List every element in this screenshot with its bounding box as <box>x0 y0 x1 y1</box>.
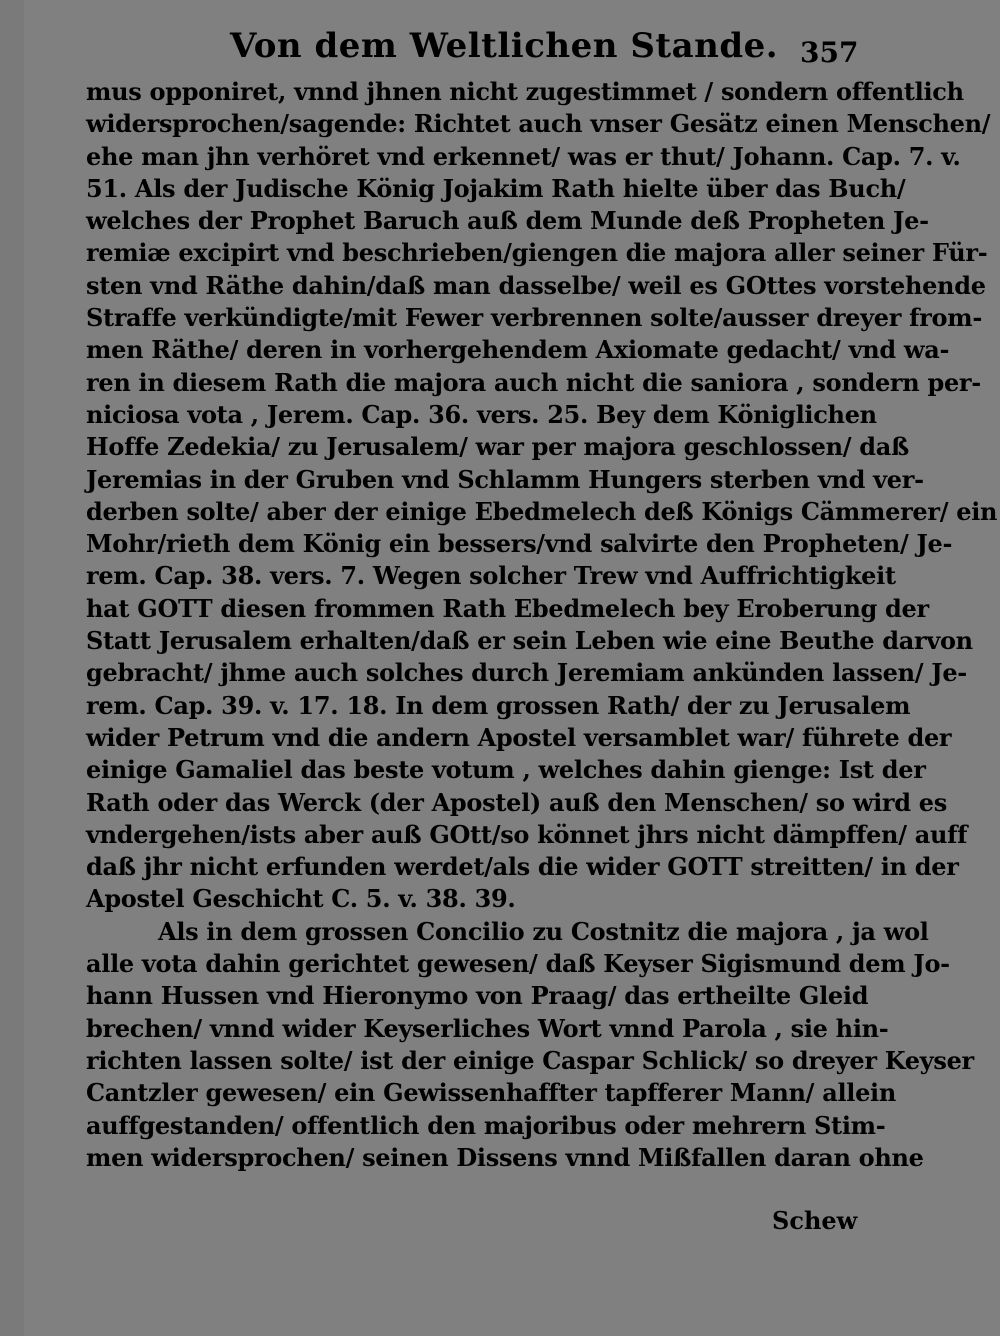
text-line: men Räthe/ deren in vorhergehendem Axiomate gedacht/ vnd wa- <box>86 335 950 365</box>
text-line: men widersprochen/ seinen Dissens vnnd Mißfallen daran ohne <box>86 1142 924 1172</box>
running-head: Von dem Weltlichen Stande. <box>230 26 779 66</box>
text-line: alle vota dahin gerichtet gewesen/ daß Keyser Sigismund dem Jo- <box>86 949 950 979</box>
text-line: Hoffe Zedekia/ zu Jerusalem/ war per majora geschlossen/ daß <box>86 432 909 462</box>
text-body <box>86 76 998 1174</box>
text-line: rem. Cap. 39. v. 17. 18. In dem grossen Rath/ der zu Jerusalem <box>86 690 911 720</box>
text-line: 51. Als der Judische König Jojakim Rath hielte über das Buch/ <box>86 173 906 203</box>
text-line: derben solte/ aber der einige Ebedmelech deß Königs Cämmerer/ ein <box>86 496 998 526</box>
page-number: 357 <box>800 36 859 69</box>
text-line: brechen/ vnnd wider Keyserliches Wort vnnd Parola , sie hin- <box>86 1013 889 1043</box>
text-line: welches der Prophet Baruch auß dem Munde deß Propheten Je- <box>86 206 929 236</box>
text-line: richten lassen solte/ ist der einige Caspar Schlick/ so dreyer Keyser <box>86 1045 974 1075</box>
text-line: einige Gamaliel das beste votum , welches dahin gienge: Ist der <box>86 755 926 785</box>
paragraph-start-line: Als in dem grossen Concilio zu Costnitz die majora , ja wol <box>158 916 929 946</box>
text-line: hat GOTT diesen frommen Rath Ebedmelech bey Eroberung der <box>86 593 929 623</box>
text-line: ren in diesem Rath die majora auch nicht die saniora , sondern per- <box>86 367 981 397</box>
catchword: Schew <box>772 1206 858 1235</box>
text-line: Jeremias in der Gruben vnd Schlamm Hungers sterben vnd ver- <box>86 464 924 494</box>
page-edge-shadow <box>0 0 24 1336</box>
text-line: daß jhr nicht erfunden werdet/als die wider GOTT streitten/ in der <box>86 852 959 882</box>
text-line: rem. Cap. 38. vers. 7. Wegen solcher Trew vnd Auffrichtigkeit <box>86 561 896 591</box>
text-line: vndergehen/ists aber auß GOtt/so könnet jhrs nicht dämpffen/ auff <box>86 819 968 849</box>
text-line: Apostel Geschicht C. 5. v. 38. 39. <box>86 884 516 914</box>
text-line: gebracht/ jhme auch solches durch Jeremiam ankünden lassen/ Je- <box>86 658 967 688</box>
text-line: Rath oder das Werck (der Apostel) auß den Menschen/ so wird es <box>86 787 947 817</box>
text-line: Statt Jerusalem erhalten/daß er sein Leben wie eine Beuthe darvon <box>86 626 973 656</box>
text-line: widersprochen/sagende: Richtet auch vnser Gesätz einen Menschen/ <box>86 109 991 139</box>
text-line: Cantzler gewesen/ ein Gewissenhaffter tapfferer Mann/ allein <box>86 1078 897 1108</box>
text-line: Mohr/rieth dem König ein bessers/vnd salvirte den Propheten/ Je- <box>86 529 953 559</box>
text-line: ehe man jhn verhöret vnd erkennet/ was er thut/ Johann. Cap. 7. v. <box>86 141 961 171</box>
text-line: sten vnd Räthe dahin/daß man dasselbe/ weil es GOttes vorstehende <box>86 270 986 300</box>
text-line: wider Petrum vnd die andern Apostel versamblet war/ führete der <box>86 722 952 752</box>
text-line: remiæ excipirt vnd beschrieben/giengen die majora aller seiner Für- <box>86 238 988 268</box>
text-line: Straffe verkündigte/mit Fewer verbrennen solte/ausser dreyer from- <box>86 303 982 333</box>
text-line: niciosa vota , Jerem. Cap. 36. vers. 25. Bey dem Königlichen <box>86 399 877 429</box>
text-line: mus opponiret, vnnd jhnen nicht zugestimmet / sondern offentlich <box>86 77 964 106</box>
text-line: hann Hussen vnd Hieronymo von Praag/ das ertheilte Gleid <box>86 981 869 1011</box>
text-line: auffgestanden/ offentlich den majoribus oder mehrern Stim- <box>86 1110 886 1140</box>
